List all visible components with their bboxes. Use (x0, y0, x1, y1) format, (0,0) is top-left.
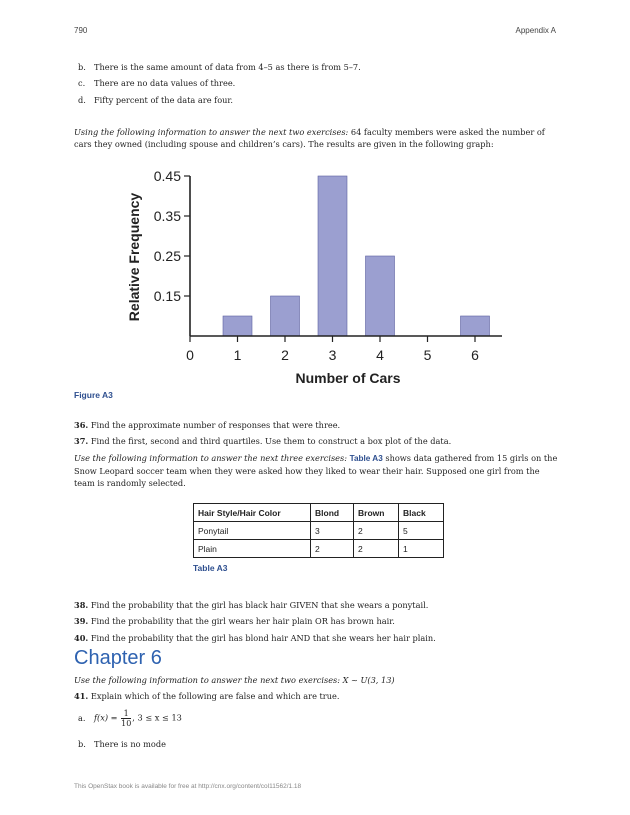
table-cell: 2 (354, 540, 399, 558)
option-text: There are no data values of three. (94, 78, 236, 88)
figure-caption: Figure A3 (74, 390, 113, 400)
exercise-text: Find the probability that the girl has black hair GIVEN that she wears a ponytail. (88, 600, 429, 610)
x-tick-label: 3 (328, 347, 337, 363)
chapter-title: Chapter 6 (74, 647, 162, 669)
y-tick-label: 0.45 (153, 168, 181, 184)
exercise-number: 41. (74, 691, 89, 701)
option-label: b. (78, 739, 86, 749)
intro-lead: Using the following information to answer the next two exercises: (74, 127, 349, 137)
table-cell: 2 (354, 522, 399, 540)
table-cell: 2 (311, 540, 354, 558)
bar-4 (366, 256, 395, 336)
exercise-number: 39. (74, 616, 89, 626)
exercise-36 (74, 419, 340, 431)
fraction (121, 709, 131, 728)
exercise-text: Find the probability that the girl has blond hair AND that she wears her hair plain. (88, 633, 436, 643)
table-header: Hair Style/Hair Color (194, 504, 311, 522)
option-label: a. (78, 712, 86, 723)
bar-1 (223, 316, 252, 336)
exercise-text: Find the first, second and third quartiles. Use them to construct a box plot of the data. (88, 436, 452, 446)
x-tick-label: 2 (281, 347, 289, 363)
table-cell: 1 (399, 540, 444, 558)
exercise-text: Find the approximate number of responses that were three. (88, 420, 341, 430)
bar-6 (461, 316, 490, 336)
option-text: There is the same amount of data from 4–5 as there is from 5–7. (94, 62, 361, 72)
exercise-number: 36. (74, 420, 89, 430)
intro-body: shows data gathered from 15 girls on the Snow Leopard soccer team when they were asked how they liked to wear their hair. Supposed one girl from the team is randomly selected. (74, 453, 558, 488)
exercise-text: Explain which of the following are false and which are true. (88, 691, 340, 701)
pdf-range: , 3 ≤ x ≤ 13 (132, 712, 182, 723)
option-b-mode (78, 738, 166, 750)
fraction-denominator: 10 (121, 719, 132, 728)
table-header: Black (399, 504, 444, 522)
option-label: b. (78, 62, 86, 72)
table-cell: 3 (311, 522, 354, 540)
exercise-38 (74, 599, 428, 611)
intro-body: 64 faculty members were asked the number of cars they owned (including spouse and children’s cars). The results are given in the following graph: (74, 127, 545, 149)
exercise-intro-hair (74, 452, 560, 489)
exercise-37 (74, 435, 451, 447)
x-tick-label: 4 (376, 347, 384, 363)
option-text: There is no mode (94, 739, 166, 749)
exercise-number: 37. (74, 436, 89, 446)
fraction-numerator: 1 (121, 709, 131, 719)
y-axis-label: Relative Frequency (126, 192, 142, 322)
x-tick-label: 0 (186, 347, 194, 363)
exercise-number: 38. (74, 600, 89, 610)
running-header: Appendix A (515, 26, 556, 35)
exercise-intro-uniform: Use the following information to answer the next two exercises: X ~ U(3, 13) (74, 675, 395, 685)
table-cell: Plain (194, 540, 311, 558)
table-cell: 5 (399, 522, 444, 540)
table-caption: Table A3 (193, 563, 228, 573)
y-tick-label: 0.15 (153, 288, 181, 304)
footer-note: This OpenStax book is available for free at http://cnx.org/content/col11562/1.18 (74, 783, 302, 790)
option-label: d. (78, 95, 86, 105)
table-header-row (194, 504, 444, 522)
exercise-41 (74, 690, 339, 702)
table-link[interactable]: Table A3 (349, 454, 383, 463)
exercise-39 (74, 615, 395, 627)
pdf-expression: f(x) = (94, 712, 121, 723)
y-tick-label: 0.35 (153, 208, 181, 224)
bar-3 (318, 176, 347, 336)
table-header: Brown (354, 504, 399, 522)
table-row (194, 540, 444, 558)
option-label: c. (78, 78, 86, 88)
x-tick-label: 6 (471, 347, 479, 363)
x-tick-label: 1 (233, 347, 242, 363)
x-tick-label: 5 (423, 347, 432, 363)
x-axis-label: Number of Cars (295, 370, 401, 386)
table-row (194, 522, 444, 540)
relative-frequency-bar-chart (0, 0, 630, 400)
option-a-pdf (78, 709, 182, 728)
option-text: Fifty percent of the data are four. (94, 95, 234, 105)
page-number: 790 (74, 26, 88, 35)
table-cell: Ponytail (194, 522, 311, 540)
intro-lead: Use the following information to answer the next three exercises: (74, 453, 347, 463)
exercise-number: 40. (74, 633, 89, 643)
hair-table (193, 503, 444, 558)
bar-2 (271, 296, 300, 336)
exercise-text: Find the probability that the girl wears her hair plain OR has brown hair. (88, 616, 395, 626)
exercise-40 (74, 632, 436, 644)
y-tick-label: 0.25 (153, 248, 181, 264)
table-header: Blond (311, 504, 354, 522)
